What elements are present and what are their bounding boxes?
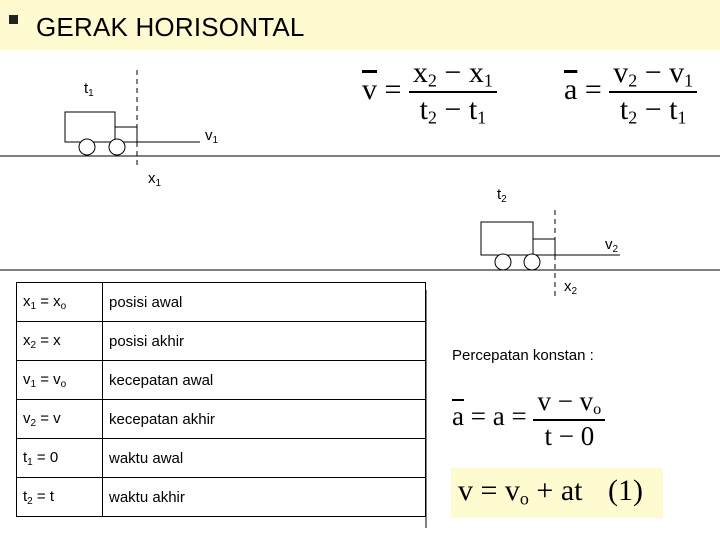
truck-2-icon: [481, 222, 555, 270]
variable-description: posisi akhir: [103, 322, 426, 361]
variable-symbol: $t_2 = t$: [17, 478, 103, 517]
table-row: [17, 478, 426, 517]
label-v1: $v_1$: [205, 127, 219, 146]
variable-description: posisi awal: [103, 283, 426, 322]
variable-description: kecepatan awal: [103, 361, 426, 400]
formula-constant-acceleration: $\overline{a} = a$ = $\frac{v - v_o}{t - 0}$: [452, 386, 605, 452]
label-x2: $x_2$: [564, 278, 578, 297]
truck-1-icon: [65, 112, 137, 155]
table-row: [17, 439, 426, 478]
formula-average-velocity: $\overline{v}$ = $\frac{x_2 - x_1}{t_2 - t_1}$: [362, 56, 497, 128]
equation-number: (1): [608, 474, 643, 507]
table-row: [17, 283, 426, 322]
table-row: [17, 361, 426, 400]
variable-description: kecepatan akhir: [103, 400, 426, 439]
table-row: [17, 400, 426, 439]
label-t1: $t_1$: [84, 80, 94, 99]
formula-final-velocity: $v = v_o$ + at (1): [458, 474, 643, 509]
variable-description: waktu akhir: [103, 478, 426, 517]
variable-symbol: $v_2 = v$: [17, 400, 103, 439]
constant-acceleration-label: Percepatan konstan :: [452, 347, 594, 364]
variable-symbol: $v_1 = v_o$: [17, 361, 103, 400]
label-x1: $x_1$: [148, 170, 162, 189]
variable-symbol: $t_1 = 0$: [17, 439, 103, 478]
label-v2: $v_2$: [605, 236, 619, 255]
table-row: [17, 322, 426, 361]
variable-symbol: $x_1 = x_o$: [17, 283, 103, 322]
variable-symbol: $x_2 = x$: [17, 322, 103, 361]
slide-title: GERAK HORISONTAL: [36, 12, 305, 42]
variables-table: [16, 282, 426, 517]
label-t2: $t_2$: [497, 186, 507, 205]
variable-description: waktu awal: [103, 439, 426, 478]
formula-average-acceleration: $\overline{a}$ = $\frac{v_2 - v_1}{t_2 - t_1}$: [564, 56, 697, 128]
